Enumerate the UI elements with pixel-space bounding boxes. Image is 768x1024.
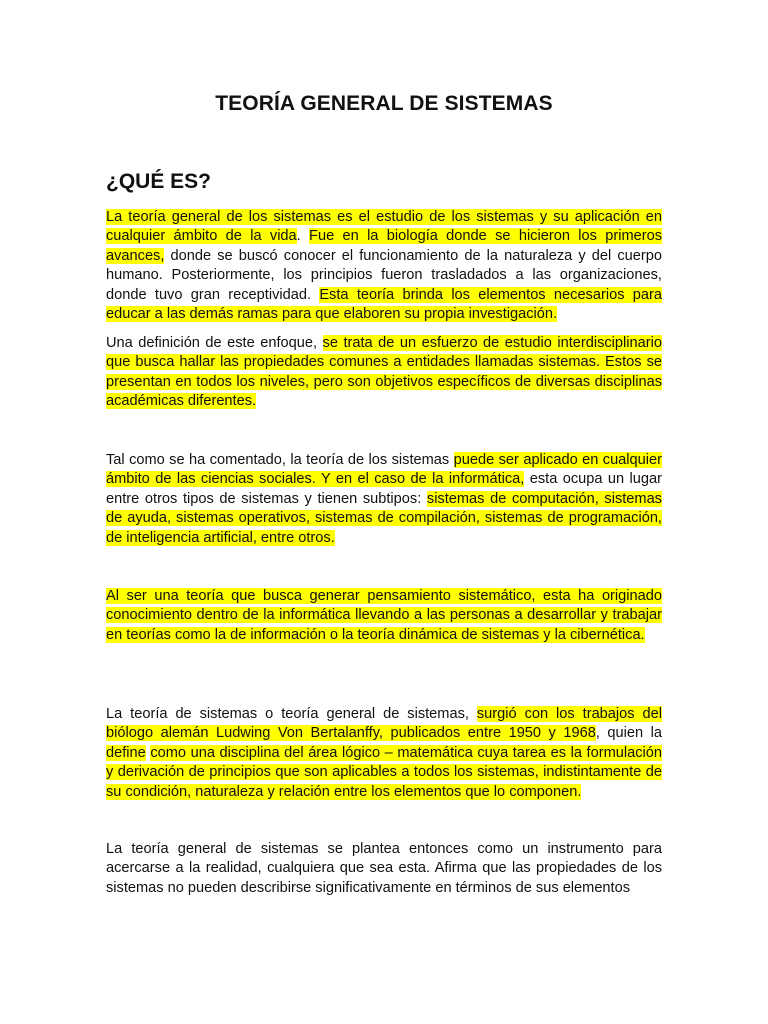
highlighted-text: surgió con los trabajos del biólogo alemán Ludwing Von Bertalanffy, publicados entre 1950 y 1968 — [106, 706, 662, 742]
highlighted-text: como una disciplina del área lógico – matemática cuya tarea es la formulación y derivación de principios que son aplicables a todos los sistemas, indistintamente de su condición, naturaleza y relación entre los elementos que lo componen. — [106, 744, 662, 800]
text-segment: . — [296, 228, 310, 245]
paragraph — [106, 208, 662, 324]
highlighted-text: Esta teoría brinda los elementos necesarios para educar a las demás ramas para que elaboren su propia investigación. — [106, 286, 662, 323]
text-segment: esta ocupa un lugar entre otros tipos de sistemas y tienen subtipos: — [106, 471, 663, 507]
paragraph — [106, 705, 662, 802]
paragraph — [106, 840, 662, 898]
highlighted-text: se trata de un esfuerzo de estudio interdisciplinario que busca hallar las propiedades comunes a entidades llamadas sistemas. Estos se presentan en todos los niveles, pero son objetivos específicos de diversas disciplinas académicas diferentes. — [106, 335, 662, 410]
highlighted-text: sistemas de computación, sistemas de ayuda, sistemas operativos, sistemas de compilación, sistemas de programación, de inteligencia artificial, entre otros. — [106, 490, 662, 546]
paragraph — [106, 587, 662, 645]
highlighted-text: Fue en la biología donde se hicieron los primeros avances, — [106, 228, 662, 264]
text-segment: La teoría de sistemas o teoría general de sistemas, — [106, 706, 477, 722]
text-segment: Una definición de este enfoque, — [106, 335, 323, 351]
highlighted-text: puede ser aplicado en cualquier ámbito de las ciencias sociales. Y en el caso de la informática, — [106, 452, 662, 488]
paragraph — [106, 451, 662, 548]
text-segment: La teoría general de sistemas se plantea entonces como un instrumento para acercarse a la realidad, cualquiera que sea esta. Afirma que las propiedades de los sistemas no pueden describirse significativamente en términos de sus elementos — [106, 841, 662, 896]
text-segment: , quien la — [595, 725, 662, 742]
highlighted-text: define — [106, 744, 146, 761]
document-title: TEORÍA GENERAL DE SISTEMAS — [215, 92, 553, 115]
paragraph — [106, 334, 662, 412]
text-segment: donde se buscó conocer el funcionamiento de la naturaleza y del cuerpo humano. Posteriormente, los principios fueron trasladados a las organizaciones, donde tuvo gran receptividad. — [106, 247, 662, 303]
section-heading: ¿QUÉ ES? — [106, 170, 212, 193]
text-segment: Tal como se ha comentado, la teoría de los sistemas — [106, 452, 454, 468]
highlighted-text: Al ser una teoría que busca generar pensamiento sistemático, esta ha originado conocimiento dentro de la informática llevando a las personas a desarrollar y trabajar en teorías como la de información o la teoría dinámica de sistemas y la cibernética. — [106, 588, 662, 643]
highlighted-text: La teoría general de los sistemas es el estudio de los sistemas y su aplicación en cualquier ámbito de la vida — [106, 209, 662, 245]
